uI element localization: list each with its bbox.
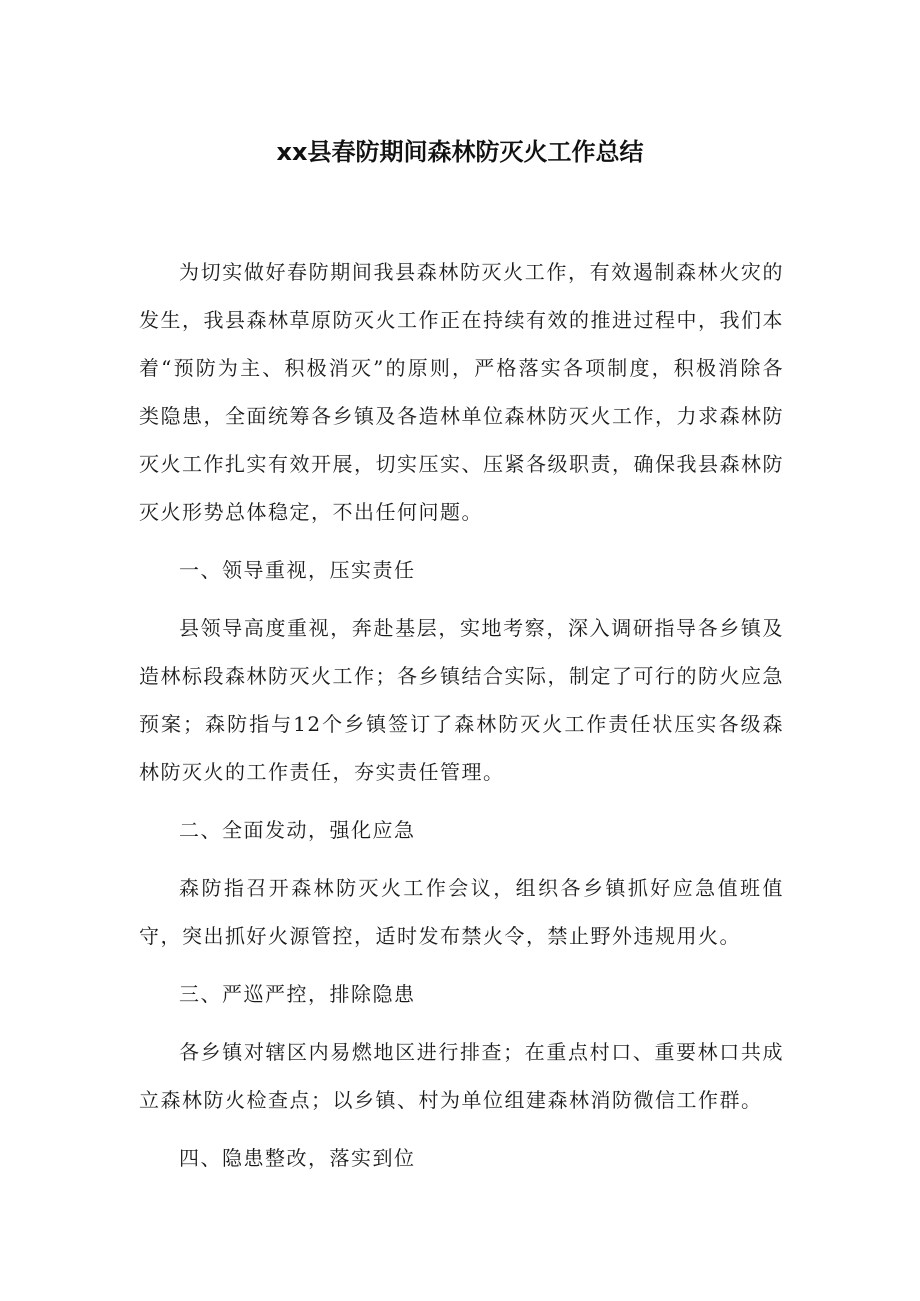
document-body bbox=[139, 248, 784, 1192]
section-paragraph-1: 县领导高度重视，奔赴基层，实地考察，深入调研指导各乡镇及造林标段森林防灭火工作；各乡镇结合实际，制定了可行的防火应急预案；森防指与12个乡镇签订了森林防灭火工作责任状压实各级森林防灭火的工作责任，夯实责任管理。 bbox=[139, 616, 784, 784]
section-heading-4: 四、隐患整改，落实到位 bbox=[179, 1146, 416, 1170]
section-paragraph-2: 森防指召开森林防灭火工作会议，组织各乡镇抓好应急值班值守，突出抓好火源管控，适时发布禁火令，禁止野外违规用火。 bbox=[139, 876, 784, 948]
section-heading-1: 一、领导重视，压实责任 bbox=[179, 558, 416, 582]
intro-paragraph: 为切实做好春防期间我县森林防灭火工作，有效遏制森林火灾的发生，我县森林草原防灭火工作正在持续有效的推进过程中，我们本着“预防为主、积极消灭”的原则，严格落实各项制度，积极消除各类隐患，全面统筹各乡镇及各造林单位森林防灭火工作，力求森林防灭火工作扎实有效开展，切实压实、压紧各级职责，确保我县森林防灭火形势总体稳定，不出任何问题。 bbox=[139, 260, 784, 524]
section-heading-3: 三、严巡严控，排除隐患 bbox=[179, 982, 416, 1006]
section-paragraph-3: 各乡镇对辖区内易燃地区进行排查；在重点村口、重要林口共成立森林防火检查点；以乡镇、村为单位组建森林消防微信工作群。 bbox=[139, 1040, 784, 1112]
document-title: xx县春防期间森林防灭火工作总结 bbox=[276, 138, 644, 166]
section-heading-2: 二、全面发动，强化应急 bbox=[179, 818, 416, 842]
